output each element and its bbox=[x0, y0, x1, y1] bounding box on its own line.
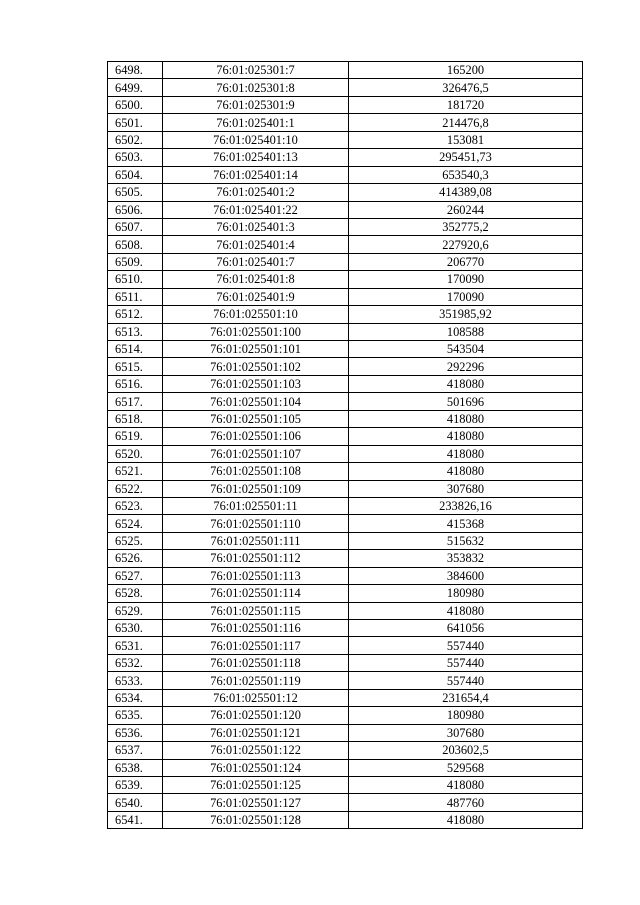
cadastral-number-cell: 76:01:025401:3 bbox=[163, 218, 349, 235]
cadastral-value-cell: 487760 bbox=[349, 794, 583, 811]
table-row bbox=[108, 131, 583, 148]
cadastral-number-cell: 76:01:025501:12 bbox=[163, 689, 349, 706]
cadastral-value-cell: 418080 bbox=[349, 445, 583, 462]
row-number-cell: 6521. bbox=[108, 463, 163, 480]
cadastral-value-cell: 214476,8 bbox=[349, 114, 583, 131]
cadastral-value-cell: 351985,92 bbox=[349, 306, 583, 323]
row-number-cell: 6500. bbox=[108, 96, 163, 113]
cadastral-number-cell: 76:01:025301:8 bbox=[163, 79, 349, 96]
row-number-cell: 6526. bbox=[108, 550, 163, 567]
cadastral-number-cell: 76:01:025501:11 bbox=[163, 497, 349, 514]
table-row bbox=[108, 410, 583, 427]
row-number-cell: 6530. bbox=[108, 620, 163, 637]
table-row bbox=[108, 62, 583, 79]
cadastral-value-table bbox=[107, 61, 583, 829]
cadastral-value-cell: 180980 bbox=[349, 585, 583, 602]
cadastral-number-cell: 76:01:025501:118 bbox=[163, 654, 349, 671]
cadastral-value-cell: 418080 bbox=[349, 463, 583, 480]
cadastral-value-cell: 231654,4 bbox=[349, 689, 583, 706]
row-number-cell: 6501. bbox=[108, 114, 163, 131]
table-row bbox=[108, 550, 583, 567]
table-row bbox=[108, 532, 583, 549]
row-number-cell: 6499. bbox=[108, 79, 163, 96]
table-row bbox=[108, 184, 583, 201]
cadastral-number-cell: 76:01:025401:8 bbox=[163, 271, 349, 288]
cadastral-value-cell: 418080 bbox=[349, 428, 583, 445]
row-number-cell: 6510. bbox=[108, 271, 163, 288]
cadastral-value-cell: 415368 bbox=[349, 515, 583, 532]
table-row bbox=[108, 218, 583, 235]
cadastral-value-cell: 326476,5 bbox=[349, 79, 583, 96]
table-row bbox=[108, 759, 583, 776]
table-row bbox=[108, 689, 583, 706]
cadastral-value-cell: 206770 bbox=[349, 253, 583, 270]
cadastral-number-cell: 76:01:025401:7 bbox=[163, 253, 349, 270]
table-row bbox=[108, 393, 583, 410]
row-number-cell: 6504. bbox=[108, 166, 163, 183]
table-row bbox=[108, 358, 583, 375]
cadastral-value-cell: 227920,6 bbox=[349, 236, 583, 253]
cadastral-number-cell: 76:01:025501:106 bbox=[163, 428, 349, 445]
table-row bbox=[108, 323, 583, 340]
cadastral-value-cell: 353832 bbox=[349, 550, 583, 567]
table-row bbox=[108, 480, 583, 497]
cadastral-number-cell: 76:01:025401:2 bbox=[163, 184, 349, 201]
cadastral-value-cell: 653540,3 bbox=[349, 166, 583, 183]
table-body bbox=[108, 62, 583, 829]
row-number-cell: 6515. bbox=[108, 358, 163, 375]
row-number-cell: 6533. bbox=[108, 672, 163, 689]
table-row bbox=[108, 341, 583, 358]
cadastral-number-cell: 76:01:025501:119 bbox=[163, 672, 349, 689]
row-number-cell: 6506. bbox=[108, 201, 163, 218]
table-row bbox=[108, 567, 583, 584]
cadastral-value-cell: 181720 bbox=[349, 96, 583, 113]
cadastral-number-cell: 76:01:025501:120 bbox=[163, 707, 349, 724]
row-number-cell: 6527. bbox=[108, 567, 163, 584]
table-row bbox=[108, 166, 583, 183]
cadastral-number-cell: 76:01:025501:102 bbox=[163, 358, 349, 375]
table-row bbox=[108, 794, 583, 811]
table-row bbox=[108, 585, 583, 602]
row-number-cell: 6509. bbox=[108, 253, 163, 270]
cadastral-value-cell: 165200 bbox=[349, 62, 583, 79]
cadastral-value-cell: 108588 bbox=[349, 323, 583, 340]
table-row bbox=[108, 428, 583, 445]
cadastral-number-cell: 76:01:025401:10 bbox=[163, 131, 349, 148]
cadastral-number-cell: 76:01:025501:113 bbox=[163, 567, 349, 584]
table-row bbox=[108, 463, 583, 480]
cadastral-number-cell: 76:01:025501:124 bbox=[163, 759, 349, 776]
row-number-cell: 6535. bbox=[108, 707, 163, 724]
table-row bbox=[108, 602, 583, 619]
cadastral-number-cell: 76:01:025501:117 bbox=[163, 637, 349, 654]
row-number-cell: 6538. bbox=[108, 759, 163, 776]
cadastral-value-cell: 418080 bbox=[349, 811, 583, 828]
row-number-cell: 6511. bbox=[108, 288, 163, 305]
cadastral-number-cell: 76:01:025501:111 bbox=[163, 532, 349, 549]
row-number-cell: 6517. bbox=[108, 393, 163, 410]
cadastral-value-cell: 170090 bbox=[349, 288, 583, 305]
table-row bbox=[108, 201, 583, 218]
cadastral-value-cell: 418080 bbox=[349, 375, 583, 392]
row-number-cell: 6518. bbox=[108, 410, 163, 427]
cadastral-value-cell: 501696 bbox=[349, 393, 583, 410]
cadastral-number-cell: 76:01:025401:13 bbox=[163, 149, 349, 166]
cadastral-number-cell: 76:01:025501:107 bbox=[163, 445, 349, 462]
cadastral-number-cell: 76:01:025501:116 bbox=[163, 620, 349, 637]
cadastral-number-cell: 76:01:025401:4 bbox=[163, 236, 349, 253]
cadastral-value-cell: 557440 bbox=[349, 672, 583, 689]
cadastral-number-cell: 76:01:025501:103 bbox=[163, 375, 349, 392]
cadastral-value-cell: 543504 bbox=[349, 341, 583, 358]
cadastral-number-cell: 76:01:025501:10 bbox=[163, 306, 349, 323]
table-row bbox=[108, 288, 583, 305]
table-row bbox=[108, 776, 583, 793]
table-row bbox=[108, 96, 583, 113]
cadastral-number-cell: 76:01:025501:109 bbox=[163, 480, 349, 497]
table-row bbox=[108, 654, 583, 671]
table-row bbox=[108, 620, 583, 637]
row-number-cell: 6516. bbox=[108, 375, 163, 392]
cadastral-number-cell: 76:01:025501:128 bbox=[163, 811, 349, 828]
row-number-cell: 6537. bbox=[108, 742, 163, 759]
cadastral-value-cell: 414389,08 bbox=[349, 184, 583, 201]
table-row bbox=[108, 271, 583, 288]
row-number-cell: 6532. bbox=[108, 654, 163, 671]
row-number-cell: 6502. bbox=[108, 131, 163, 148]
cadastral-number-cell: 76:01:025501:105 bbox=[163, 410, 349, 427]
row-number-cell: 6519. bbox=[108, 428, 163, 445]
cadastral-number-cell: 76:01:025501:108 bbox=[163, 463, 349, 480]
cadastral-value-cell: 418080 bbox=[349, 410, 583, 427]
table-row bbox=[108, 707, 583, 724]
row-number-cell: 6540. bbox=[108, 794, 163, 811]
row-number-cell: 6529. bbox=[108, 602, 163, 619]
cadastral-value-cell: 641056 bbox=[349, 620, 583, 637]
row-number-cell: 6507. bbox=[108, 218, 163, 235]
row-number-cell: 6522. bbox=[108, 480, 163, 497]
row-number-cell: 6505. bbox=[108, 184, 163, 201]
cadastral-value-cell: 170090 bbox=[349, 271, 583, 288]
row-number-cell: 6534. bbox=[108, 689, 163, 706]
cadastral-value-cell: 515632 bbox=[349, 532, 583, 549]
table-row bbox=[108, 445, 583, 462]
row-number-cell: 6524. bbox=[108, 515, 163, 532]
cadastral-number-cell: 76:01:025501:110 bbox=[163, 515, 349, 532]
cadastral-value-cell: 418080 bbox=[349, 602, 583, 619]
cadastral-value-cell: 260244 bbox=[349, 201, 583, 218]
table-row bbox=[108, 149, 583, 166]
table-row bbox=[108, 742, 583, 759]
row-number-cell: 6508. bbox=[108, 236, 163, 253]
cadastral-value-cell: 557440 bbox=[349, 637, 583, 654]
row-number-cell: 6498. bbox=[108, 62, 163, 79]
row-number-cell: 6541. bbox=[108, 811, 163, 828]
cadastral-number-cell: 76:01:025401:9 bbox=[163, 288, 349, 305]
row-number-cell: 6536. bbox=[108, 724, 163, 741]
cadastral-number-cell: 76:01:025401:14 bbox=[163, 166, 349, 183]
cadastral-number-cell: 76:01:025501:127 bbox=[163, 794, 349, 811]
table-row bbox=[108, 306, 583, 323]
cadastral-number-cell: 76:01:025501:100 bbox=[163, 323, 349, 340]
table-row bbox=[108, 375, 583, 392]
cadastral-number-cell: 76:01:025301:9 bbox=[163, 96, 349, 113]
cadastral-value-cell: 203602,5 bbox=[349, 742, 583, 759]
cadastral-value-cell: 529568 bbox=[349, 759, 583, 776]
cadastral-number-cell: 76:01:025501:122 bbox=[163, 742, 349, 759]
cadastral-number-cell: 76:01:025301:7 bbox=[163, 62, 349, 79]
cadastral-value-cell: 557440 bbox=[349, 654, 583, 671]
cadastral-number-cell: 76:01:025401:22 bbox=[163, 201, 349, 218]
cadastral-value-cell: 180980 bbox=[349, 707, 583, 724]
table-row bbox=[108, 515, 583, 532]
cadastral-number-cell: 76:01:025501:101 bbox=[163, 341, 349, 358]
cadastral-value-cell: 352775,2 bbox=[349, 218, 583, 235]
row-number-cell: 6528. bbox=[108, 585, 163, 602]
table-row bbox=[108, 724, 583, 741]
table-row bbox=[108, 497, 583, 514]
cadastral-value-cell: 153081 bbox=[349, 131, 583, 148]
cadastral-value-cell: 295451,73 bbox=[349, 149, 583, 166]
row-number-cell: 6513. bbox=[108, 323, 163, 340]
cadastral-value-cell: 307680 bbox=[349, 480, 583, 497]
cadastral-number-cell: 76:01:025401:1 bbox=[163, 114, 349, 131]
cadastral-value-cell: 384600 bbox=[349, 567, 583, 584]
table-row bbox=[108, 672, 583, 689]
cadastral-number-cell: 76:01:025501:104 bbox=[163, 393, 349, 410]
table-row bbox=[108, 253, 583, 270]
cadastral-number-cell: 76:01:025501:112 bbox=[163, 550, 349, 567]
cadastral-value-cell: 418080 bbox=[349, 776, 583, 793]
row-number-cell: 6539. bbox=[108, 776, 163, 793]
row-number-cell: 6525. bbox=[108, 532, 163, 549]
table-row bbox=[108, 79, 583, 96]
row-number-cell: 6520. bbox=[108, 445, 163, 462]
cadastral-number-cell: 76:01:025501:121 bbox=[163, 724, 349, 741]
row-number-cell: 6514. bbox=[108, 341, 163, 358]
table-row bbox=[108, 114, 583, 131]
row-number-cell: 6512. bbox=[108, 306, 163, 323]
table-row bbox=[108, 811, 583, 828]
cadastral-number-cell: 76:01:025501:114 bbox=[163, 585, 349, 602]
row-number-cell: 6523. bbox=[108, 497, 163, 514]
row-number-cell: 6503. bbox=[108, 149, 163, 166]
row-number-cell: 6531. bbox=[108, 637, 163, 654]
cadastral-value-cell: 292296 bbox=[349, 358, 583, 375]
table-row bbox=[108, 637, 583, 654]
cadastral-value-cell: 233826,16 bbox=[349, 497, 583, 514]
cadastral-number-cell: 76:01:025501:115 bbox=[163, 602, 349, 619]
table-row bbox=[108, 236, 583, 253]
cadastral-number-cell: 76:01:025501:125 bbox=[163, 776, 349, 793]
cadastral-value-cell: 307680 bbox=[349, 724, 583, 741]
